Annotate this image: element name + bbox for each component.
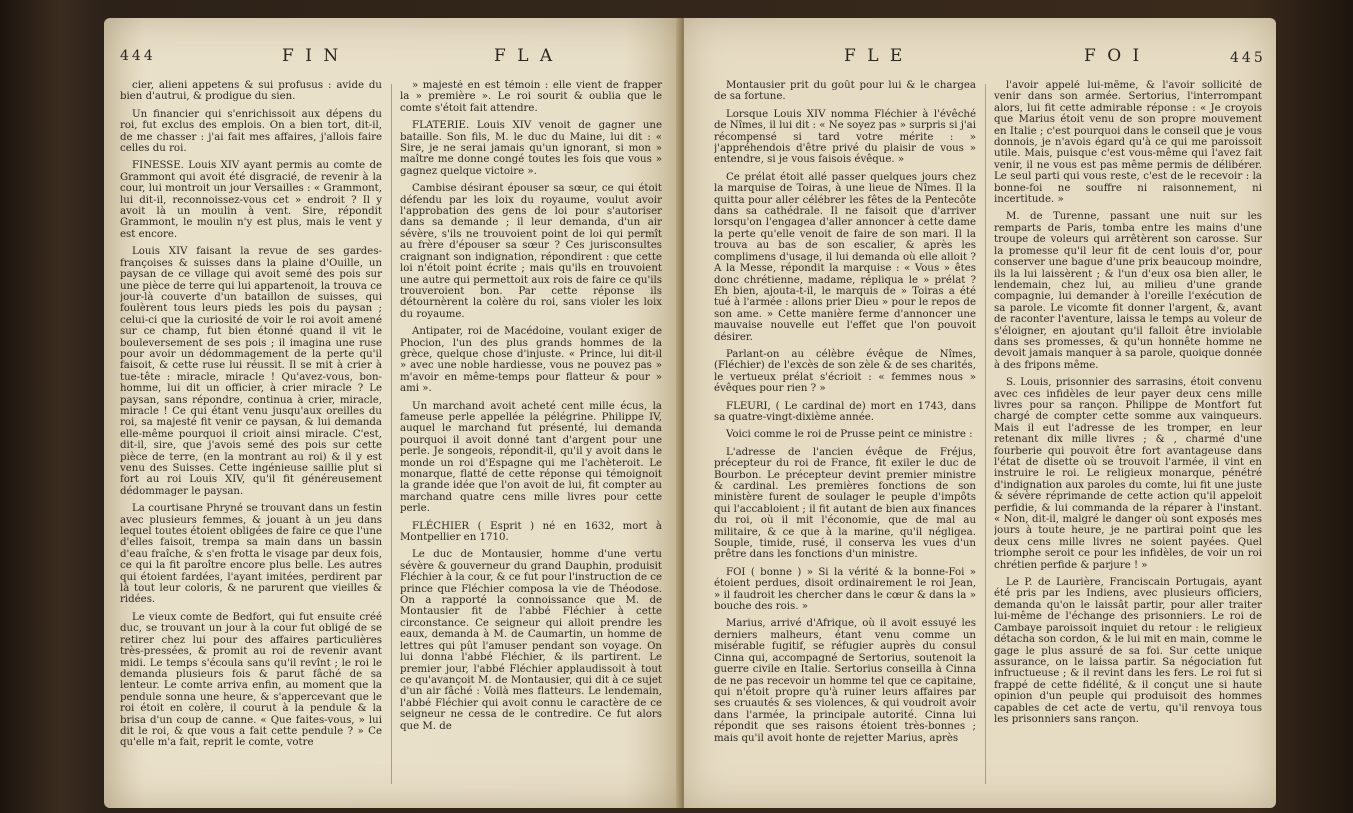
paragraph: cier, alieni appetens & sui profusus : avide du bien d'autrui, & prodigue du sien. (120, 80, 382, 103)
left-page (104, 18, 682, 808)
column-rule (391, 84, 392, 784)
paragraph: Antipater, roi de Macédoine, voulant exiger de Phocion, l'un des plus grands hommes de la grèce, quelque chose d'injuste. « Prince, lui dit-il » avec une noble hardiesse, vous ne pouvez pas » m'avoir en même-temps pour flatteur & pour » ami ». (400, 326, 662, 395)
right-running-head-left: F L E (844, 46, 906, 66)
paragraph: M. de Turenne, passant une nuit sur les remparts de Paris, tomba entre les mains d'une troupe de voleurs qui arrêtèrent son carosse. Sur la promesse qu'il leur fit de cent louis d'or, pour conserver une bague d'une prix beaucoup moindre, ils la lui laissèrent ; & l'un d'eux osa bien aller, le lendemain, chez lui, au milieu d'une grande compagnie, lui demander à l'oreille l'exécution de sa parole. Le vicomte fit donner l'argent, &, avant de raconter l'aventure, laissa le temps au voleur de s'éloigner, en ajoutant qu'il falloit être inviolable dans ses promesses, & qu'un honnête homme ne devoit jamais manquer à sa parole, quoique donnée à des fripons même. (994, 211, 1262, 371)
paragraph: Un financier qui s'enrichissoit aux dépens du roi, fut exclus des emplois. On a bien tort, dit-il, de me chasser : j'ai fait mes affaires, j'allois faire celles du roi. (120, 108, 382, 155)
left-running-head-right: F L A (494, 46, 556, 66)
left-running-head-left: F I N (282, 46, 342, 66)
left-page-column-1 (120, 80, 382, 800)
paragraph: FLATERIE. Louis XIV venoit de gagner une bataille. Son fils, M. le duc du Maine, lui dit : « Sire, je ne serai jamais qu'un ignorant, si mon » maître me donne congé toutes les fois que vous » gagnez quelque victoire ». (400, 120, 662, 177)
left-running-head (104, 46, 682, 76)
paragraph: » majesté en est témoin : elle vient de frapper la » première ». Le roi sourit & oublia que le comte s'étoit fait attendre. (400, 80, 662, 114)
right-page (684, 18, 1276, 808)
left-page-column-2 (400, 80, 662, 800)
paragraph: Lorsque Louis XIV nomma Fléchier à l'évêché de Nîmes, il lui dit : « Ne soyez pas » surpris si j'ai récompensé si tard votre mérite : » j'appréhendois d'être privé du plaisir de vous » entendre, si je vous faisois évêque. » (714, 108, 976, 166)
paragraph: Cambise désirant épouser sa sœur, ce qui étoit défendu par les loix du royaume, voulut avoir l'approbation des gens de loi pour s'autoriser dans sa demande ; il leur demanda, d'un air sévère, s'ils ne trouvoient point de loi qui permît au frère d'épouser sa sœur ? Ces jurisconsultes craignant son indignation, répondirent : que cette loi n'étoit point écrite ; mais qu'ils en trouvoient une autre qui permettoit aux rois de faire ce qu'ils trouveroient bon. Par cette réponse ils détournèrent la colère du roi, sans violer les loix du royaume. (400, 183, 662, 320)
paragraph: Voici comme le roi de Prusse peint ce ministre : (726, 429, 973, 441)
column-rule (985, 84, 986, 784)
paragraph: L'adresse de l'ancien évêque de Fréjus, précepteur du roi de France, fit exiler le duc de Bourbon. Le précepteur devint premier ministre & cardinal. Les premières fonctions de son ministère furent de soulager le peuple d'impôts qui l'accabloient ; il fit autant de bien aux finances du roi, où il mit l'économie, que de mal au militaire, & ce que à la marine, qu'il négligea. Souple, timide, rusé, il conserva les vues d'un prêtre dans les fonctions d'un ministre. (714, 446, 976, 561)
paragraph: FLÉCHIER ( Esprit ) né en 1632, mort à Montpellier en 1710. (400, 520, 662, 544)
right-page-column-2 (994, 80, 1262, 800)
paragraph: Le P. de Laurière, Franciscain Portugais, ayant été pris par les Indiens, avec plusieurs officiers, demanda qu'on le laissât partir, pour aller traiter lui-même de l'échange des prisonniers. Le roi de Cambaye paroissoit inquiet du retour : le religieux détacha son cordon, & le lui mit en main, comme le gage le plus assuré de sa foi. Sur cette unique assurance, on le laissa partir. Sa négociation fut infructueuse ; & il revint dans les fers. Le roi fut si frappé de cette fidélité, & il conçut une si haute opinion d'un peuple qui produisoit des hommes capables de cet acte de vertu, qu'il renvoya tous les prisonniers sans rançon. (994, 577, 1262, 725)
paragraph: Marius, arrivé d'Afrique, où il avoit essuyé les derniers malheurs, étant venu comme un misérable fugitif, se réfugier auprès du consul Cinna qui, accompagné de Sertorius, soutenoit la guerre civile en Italie. Sertorius conseilla à Cinna de ne pas recevoir un homme tel que ce capitaine, qui n'étoit propre qu'à ruiner leurs affaires par ses cruautés & ses violences, & qui voudroit avoir dans l'armée, la principale autorité. Cinna lui répondit que ses raisons étoient très-bonnes ; mais qu'il avoit honte de rejetter Marius, après (714, 618, 976, 744)
paragraph: La courtisane Phryné se trouvant dans un festin avec plusieurs femmes, & jouant à un jeu dans lequel toutes étoient obligées de faire ce que l'une d'elles faisoit, trempa sa main dans un bassin d'eau fraîche, & s'en frotta le visage par deux fois, ce qui la fit paroître encore plus belle. Les autres qui étoient fardées, l'ayant imitées, perdirent par là tout leur coloris, & ne parurent que vieilles & ridées. (120, 503, 382, 606)
paragraph: Le duc de Montausier, homme d'une vertu sévère & gouverneur du grand Dauphin, produisit Fléchier à la cour, & ce fut pour l'instruction de ce prince que Fléchier composa la vie de Théodose. On a rapporté la connoissance que M. de Montausier fit de l'abbé Fléchier à cette circonstance. Ce seigneur qui alloit prendre les eaux, demanda à M. de Caumartin, un homme de lettres qui pût l'amuser pendant son voyage. On lui donna l'abbé Fléchier, & ils partirent. Le premier jour, l'abbé Fléchier applaudissoit à tout ce qu'avançoit M. de Montausier, qui dit à ce sujet d'un air fâché : Voilà mes flatteurs. Le lendemain, l'abbé Fléchier qui avoit connu le caractère de ce seigneur ne cessa de le contredire. Ce fut alors que M. de (400, 549, 662, 732)
paragraph: Un marchand avoit acheté cent mille écus, la fameuse perle appellée la pélégrine. Philippe IV, auquel le marchand fut présenté, lui demanda pourquoi il avoit donné tant d'argent pour une perle. Je songeois, répondit-il, qu'il y avoit dans le monde un roi d'Espagne qui me l'achèteroit. Le monarque, flatté de cette réponse qui témoignoit la grande idée que l'on avoit de lui, fit compter au marchand quatre cens mille livres pour cette perle. (400, 400, 662, 515)
right-running-head-right: F O I (1084, 46, 1143, 66)
paragraph: Parlant-on au célèbre évêque de Nîmes, (Fléchier) de l'excès de son zèle & de ses charités, le vertueux prélat s'écrioit : « femmes nous » évêques pour rien ? » (714, 348, 976, 395)
paragraph: Le vieux comte de Bedfort, qui fut ensuite créé duc, se trouvant un jour à la cour fut obligé de se retirer chez lui pour des affaires particulières très-pressées, & promit au roi de revenir avant midi. Le temps s'écoula sans qu'il revînt ; le roi le demanda plusieurs fois & parut fâché de sa lenteur. Le comte arriva enfin, au moment que la pendule sonna une heure, & s'appercevant que le roi étoit en colère, il courut à la pendule & la brisa d'un coup de canne. « Que faites-vous, » lui dit le roi, & que vous a fait cette pendule ? » Ce qu'elle m'a fait, reprit le comte, votre (120, 611, 382, 749)
page-number-right: 445 (1230, 50, 1266, 66)
paragraph: FLEURI, ( Le cardinal de) mort en 1743, dans sa quatre-vingt-dixième année. (714, 400, 976, 423)
paragraph: Montausier prit du goût pour lui & le chargea de sa fortune. (714, 80, 976, 103)
paragraph: l'avoir appelé lui-même, & l'avoir sollicité de venir dans son armée. Sertorius, l'interrompant alors, lui fit cette admirable réponse : « Je croyois que Marius étoit venu de son propre mouvement en Italie ; c'est pourquoi dans le conseil que je vous donnois, je n'avois égard qu'à ce qui me paroissoit utile. Mais, puisque c'est vous-même qui l'avez fait venir, il ne vous est pas même permis de délibérer. Le seul parti qui vous reste, c'est de le recevoir : la bonne-foi ne souffre ni raisonnement, ni incertitude. » (994, 80, 1262, 206)
right-page-column-1 (714, 80, 976, 800)
paragraph: Louis XIV faisant la revue de ses gardes-françoises & suisses dans la plaine d'Ouille, un paysan de ce village qui avoit semé des pois sur une pièce de terre qui lui appartenoit, la trouva ce jour-là couverte d'un bataillon de suisses, qui foulèrent tous leurs pieds les pois du paysan ; celui-ci que la curiosité de voir le roi avoit amené sur ce champ, fut bien étonné quand il vit le bouleversement de ses pois ; il imagina une ruse pour avoir un dédommagement de la perte qu'il faisoit, & cette ruse lui réussit. Il se mit à crier à tue-tête : miracle, miracle ! Qu'avez-vous, bon-homme, lui dit un officier, à crier miracle ? Le paysan, sans répondre, continua à crier, miracle, miracle ! Ce qui étant venu jusqu'aux oreilles du roi, sa majesté fit venir ce paysan, & lui demanda elle-même pourquoi il crioit ainsi miracle. C'est, dit-il, sire, que j'avois semé des pois sur cette pièce de terre, (en la montrant au roi) & il y est venu des Suisses. Cette ingénieuse saillie plut si fort au roi Louis XIV, qu'il fit généreusement dédommager le paysan. (120, 246, 382, 497)
right-running-head (684, 46, 1276, 76)
paragraph: FOI ( bonne ) » Si la vérité & la bonne-Foi » étoient perdues, disoit ordinairement le roi Jean, » il faudroit les chercher dans le cœur & dans la » bouche des rois. » (714, 566, 976, 613)
paragraph: FINESSE. Louis XIV ayant permis au comte de Grammont qui avoit été disgracié, de revenir à la cour, lui montroit un jour Versailles : « Grammont, lui dit-il, reconnoissez-vous cet » endroit ? Il y avoit là un moulin à vent. Sire, répondit Grammont, le moulin n'y est plus, mais le vent y est encore. (120, 160, 382, 240)
page-number-left: 444 (120, 48, 156, 64)
paragraph: Ce prélat étoit allé passer quelques jours chez la marquise de Toiras, à une lieue de Nîmes. Il la quitta pour aller célébrer les fêtes de la Pentecôte dans sa cathédrale. Il ne faisoit que d'arriver lorsqu'on l'engagea d'aller annoncer à cette dame la perte qu'elle venoit de faire de son mari. Il la trouva au bas de son escalier, & après les complimens d'usage, il lui demanda où elle alloit ? A la Messe, répondit la marquise : « Vous » êtes donc chrétienne, madame, répliqua le » prélat ? Eh bien, ajouta-t-il, le marquis de » Toiras a été tué à l'armée : allons prier Dieu » pour le repos de son ame. » Cette manière ferme d'annoncer une mauvaise nouvelle eut l'effet que l'on pouvoit désirer. (714, 171, 976, 343)
paragraph: S. Louis, prisonnier des sarrasins, étoit convenu avec ces infidèles de leur payer deux cens mille livres pour sa rançon. Philippe de Montfort fut chargé de compter cette somme aux vainqueurs. Mais il eut l'adresse de les tromper, en leur retenant dix mille livres ; & , charmé d'une fourberie qui pouvoit être fort avantageuse dans l'état de disette où se trouvoit l'armée, il vint en instruire le roi. Le religieux monarque, pénétré d'indignation aux paroles du comte, lui fit une juste & sévère réprimande de cette action qu'il appeloit perfidie, & lui commanda de la réparer à l'instant. « Non, dit-il, malgré le danger où sont exposés mes jours à toute heure, je ne partirai point que les deux cens mille livres ne soient payées. Quel triomphe seroit ce pour les infidèles, de voir un roi chrétien perfide & parjure ! » (994, 377, 1262, 571)
